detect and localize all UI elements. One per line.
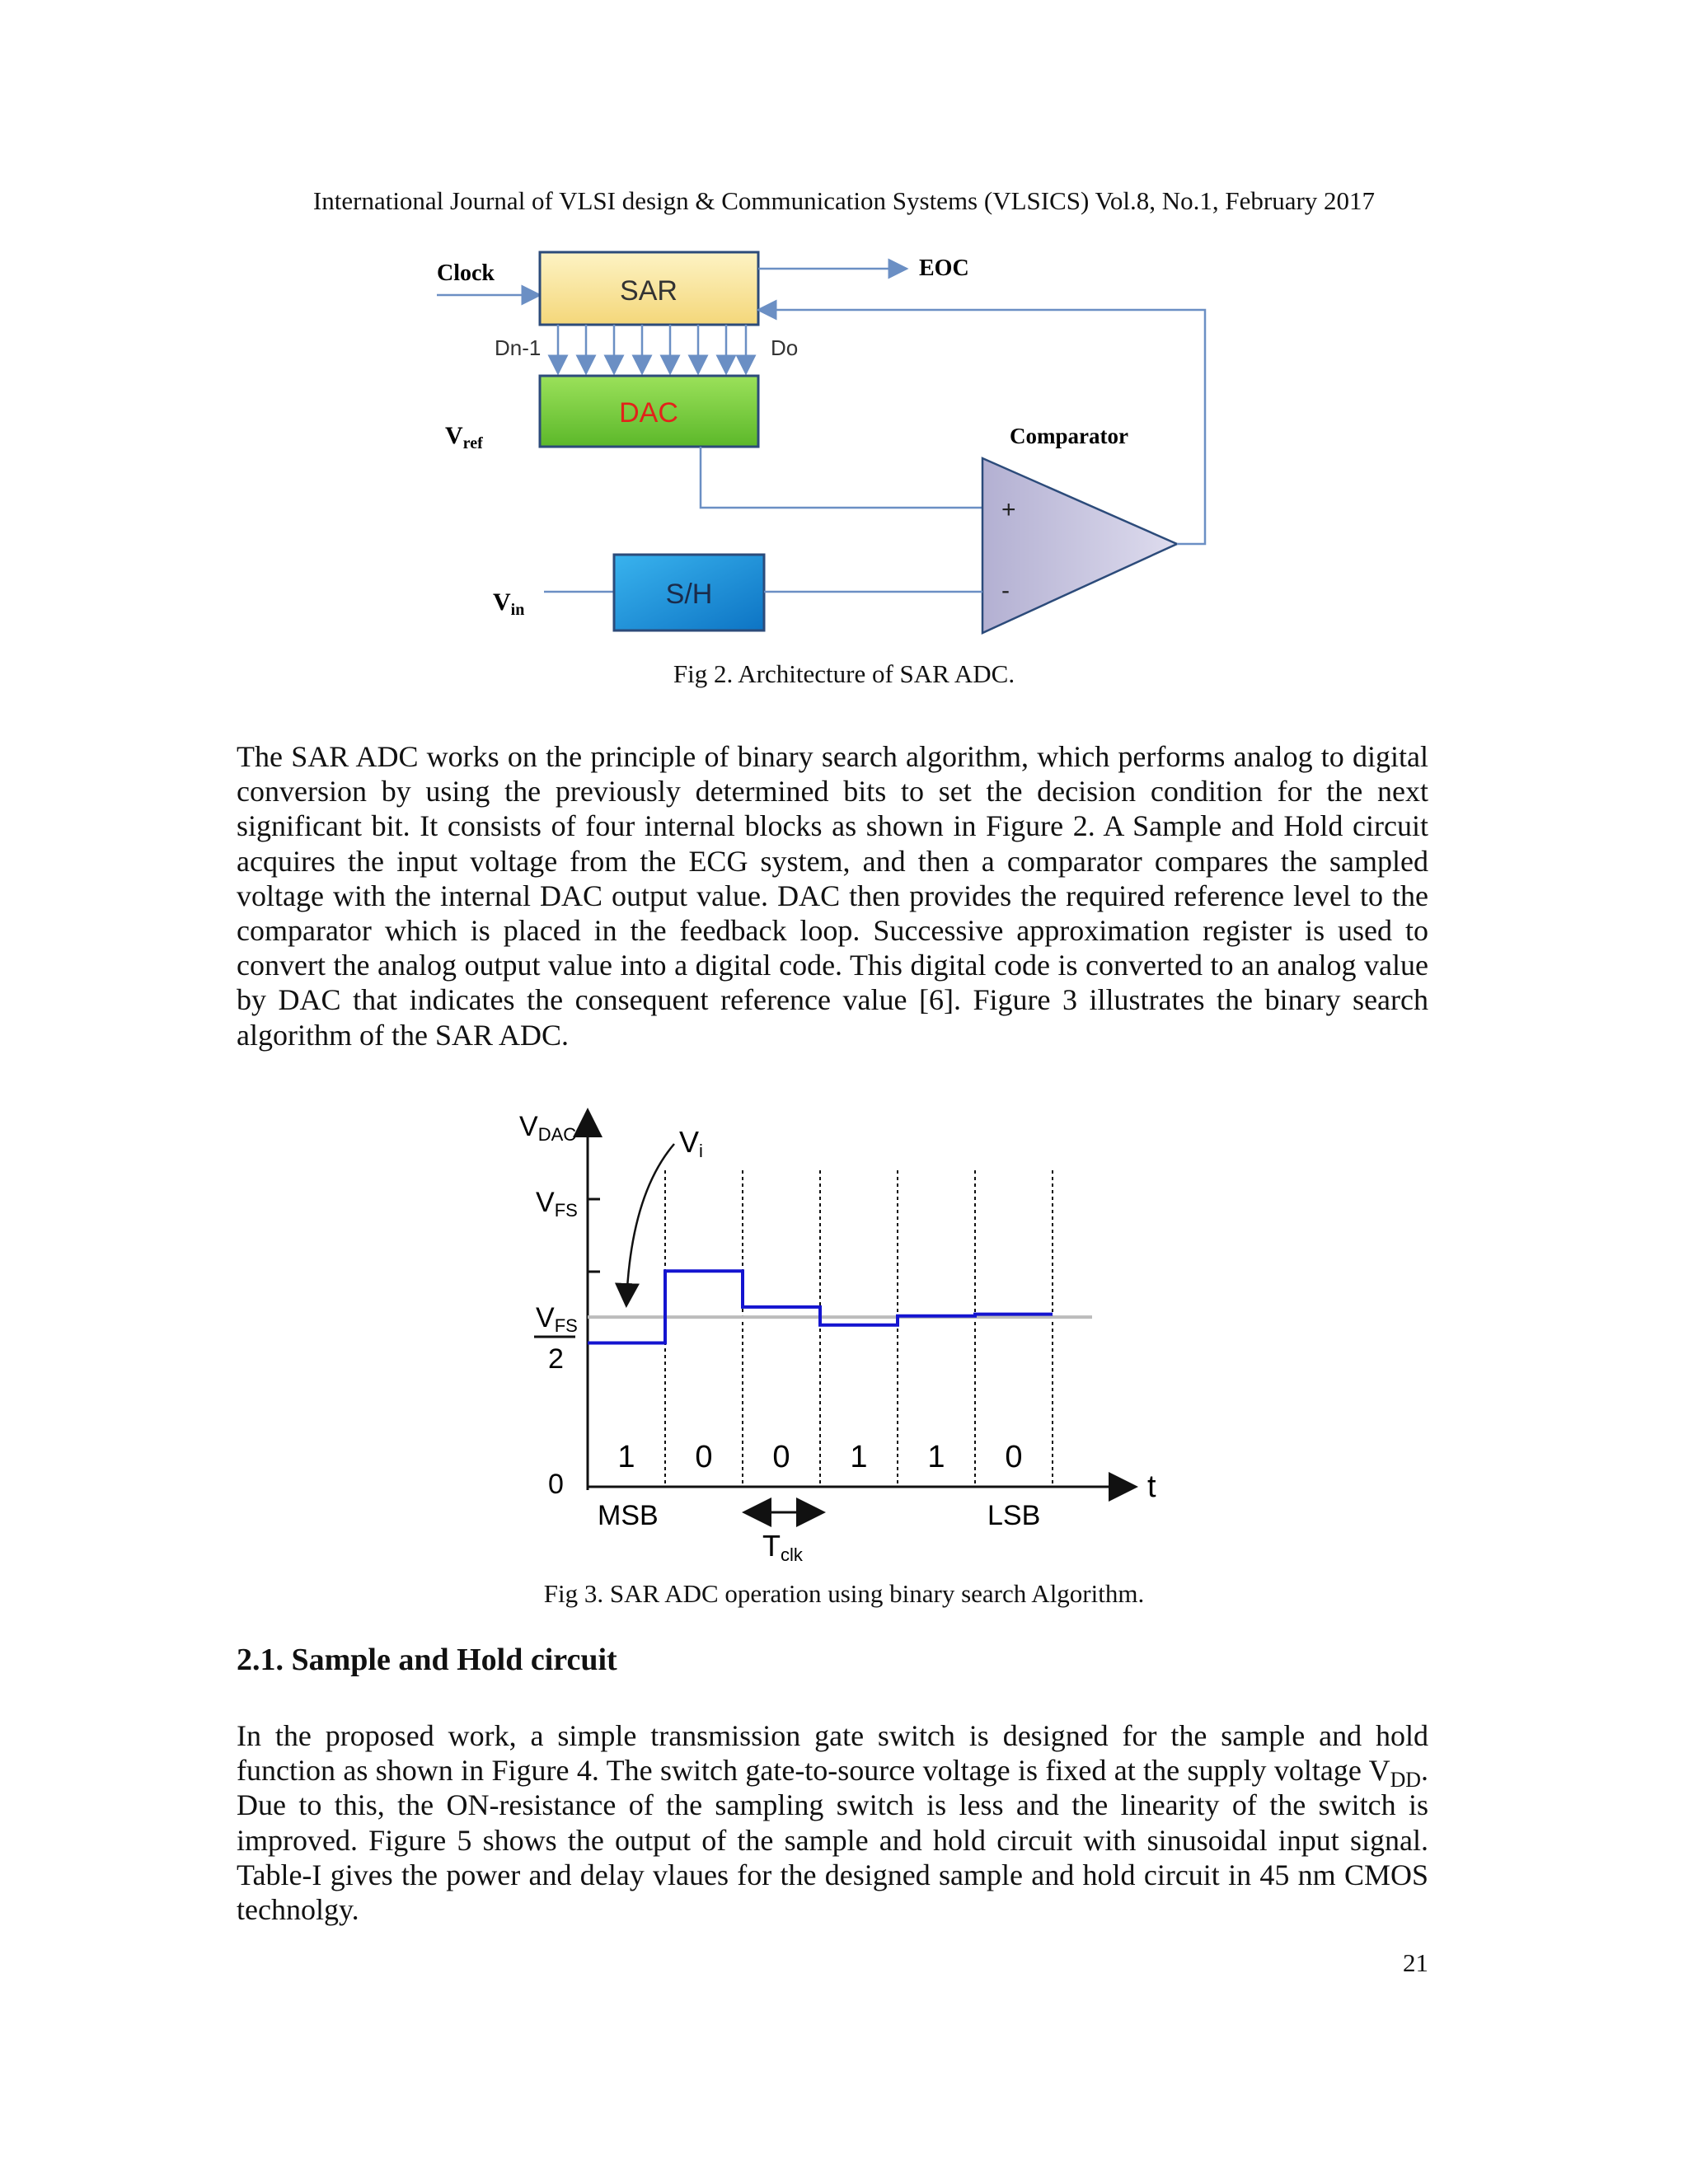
running-header: International Journal of VLSI design & Communication Systems (VLSICS) Vol.8, No.1, February 2017 [312,186,1376,215]
figure-3-caption: Fig 3. SAR ADC operation using binary search Algorithm. [543,1579,1145,1608]
y-tick-vfs: VFS [536,1187,578,1221]
y-tick-zero: 0 [548,1469,564,1500]
comparator-label: Comparator [1010,424,1128,448]
comparator-triangle [982,458,1177,633]
paragraph-2: In the proposed work, a simple transmission gate switch is designed for the sample and hold function as shown in Figure 4. The switch gate-to-source voltage is fixed at the supply voltage $V_{DD}$. Due to this, the ON-resistance of the sampling switch is less and the linearity of the switch is improved. Figure 5 shows the output of the sample and hold circuit with sinusoidal input signal. Table-I gives the power and delay vlaues for the designed sample and hold circuit in 45 nm CMOS technolgy. [237,1719,1428,1927]
section-heading: 2.1. Sample and Hold circuit [237,1643,617,1677]
bit-label-3: 0 [772,1440,790,1474]
sar-adc-architecture-diagram [412,246,1236,641]
vdac-staircase [588,1271,1053,1343]
y-tick-vfs-half-den: 2 [548,1343,564,1375]
do-label: Do [771,335,799,360]
sar-label: SAR [620,275,678,307]
comparator-plus: + [1001,496,1016,523]
lsb-label: LSB [987,1500,1041,1531]
page-number: 21 [1403,1948,1428,1977]
vin-label: $V_{in}$ [493,588,525,619]
paragraph-1: The SAR ADC works on the principle of binary search algorithm, which performs analog to digital conversion by using the previously determined bits to set the decision condition for the next significant bit. It consists of four internal blocks as shown in Figure 2. A Sample and Hold circuit acquires the input voltage from the ECG system, and then a comparator compares the sampled voltage with the internal DAC output value. DAC then provides the required reference level to the comparator which is placed in the feedback loop. Successive approximation register is used to convert the analog output value into a digital code. This digital code is converted to an analog value by DAC that indicates the consequent reference value [6]. Figure 3 illustrates the binary search algorithm of the SAR ADC. [237,740,1428,1052]
comparator-minus: - [1001,577,1010,604]
bit-label-4: 1 [850,1440,868,1474]
dn-1-label: Dn-1 [495,335,542,360]
eoc-label: EOC [919,255,969,281]
vref-label: $V_{ref}$ [445,422,483,452]
y-axis-label: VDAC [519,1111,577,1145]
y-tick-vfs-half-num: VFS [536,1302,578,1336]
tclk-label: Tclk [762,1529,803,1565]
msb-label: MSB [598,1500,659,1531]
vi-label: Vi [679,1125,703,1161]
dac-label: DAC [619,397,678,429]
vi-arrow [626,1144,674,1304]
bit-label-1: 1 [617,1440,635,1474]
binary-search-diagram [495,1088,1170,1574]
x-axis-label: t [1147,1469,1156,1504]
bit-label-5: 1 [927,1440,945,1474]
data-bus-arrows [558,325,746,373]
bit-label-2: 0 [695,1440,713,1474]
sh-label: S/H [665,579,713,610]
bit-label-6: 0 [1005,1440,1023,1474]
clock-label: Clock [437,260,495,286]
figure-2-caption: Fig 2. Architecture of SAR ADC. [673,659,1015,688]
